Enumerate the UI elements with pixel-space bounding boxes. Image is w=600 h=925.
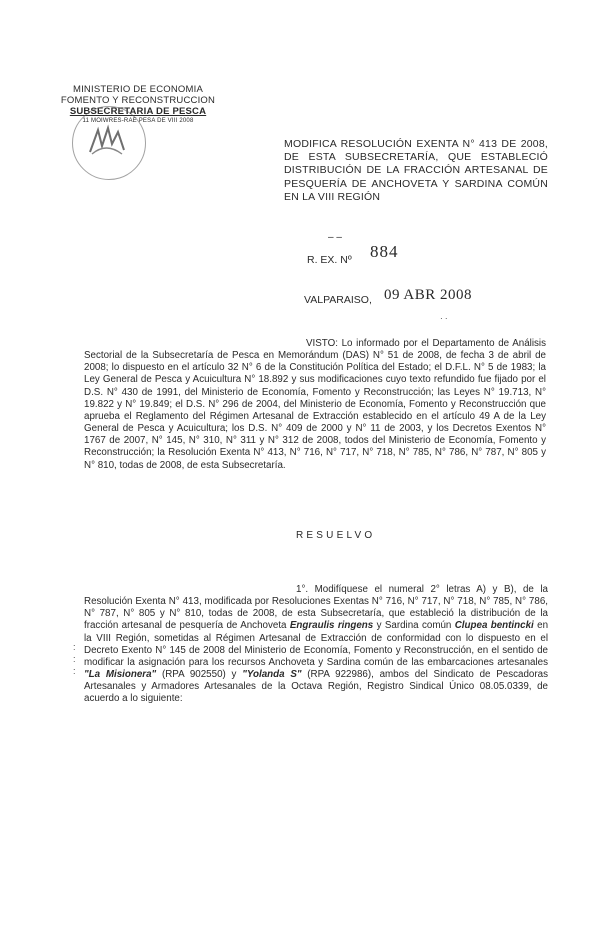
article-1-text-5: (RPA 922986), ambos del Sindicato de Pescadoras Artesanales y Armadores Artesanales de la Octava Región, Registro Sindical Único 08.05.0339, de acuerdo a lo siguiente: xyxy=(84,669,548,705)
article-1-paragraph xyxy=(84,584,548,706)
signature-scribble-icon xyxy=(88,124,126,158)
margin-mark: : xyxy=(73,666,76,676)
ministry-line-1: MINISTERIO DE ECONOMIA xyxy=(72,84,204,95)
margin-mark: : xyxy=(73,654,76,664)
subsecretaria-line: SUBSECRETARIA DE PESCA xyxy=(69,106,207,117)
article-1-text-1: 1°. Modifíquese el numeral 2° letras A) y B), de la Resolución Exenta N° 413, modificada por Resoluciones Exentas N° 716, N° 717, N° 718, N° 785, N° 786, N° 787, N° 805 y N° 810, todas de 2008, de esta Subsecretaría, que estableció la distribución de la fracción artesanal de pesquería de Anchoveta xyxy=(84,584,548,632)
species-clupea: Clupea bentincki xyxy=(454,620,534,632)
article-1-text-3: en la VIII Región, sometidas al Régimen Artesanal de Extracción de conformidad con lo dispuesto en el Decreto Exento N° 145 de 2008 del Ministerio de Economía, Fomento y Reconstrucción, en el sentido de modificar la asignación para los recursos Anchoveta y Sardina común de las embarcaciones artesanales xyxy=(84,620,549,668)
resolution-label: R. EX. Nº xyxy=(307,254,352,266)
resolution-title: MODIFICA RESOLUCIÓN EXENTA N° 413 DE 2008, DE ESTA SUBSECRETARÍA, QUE ESTABLECIÓ DISTRIBUCIÓN DE LA FRACCIÓN ARTESANAL DE PESQUERÍA DE ANCHOVETA Y SARDINA COMÚN EN LA VIII REGIÓN xyxy=(284,138,548,203)
stamp-text: 11 MOIWRES-RAE PESA DE VIII 2008 xyxy=(82,118,194,124)
dash-mark: – – xyxy=(328,232,342,243)
resolution-number: 884 xyxy=(370,242,399,261)
article-1-text-4: (RPA 902550) y xyxy=(156,669,243,681)
species-engraulis: Engraulis ringens xyxy=(289,620,374,632)
small-mark: · · xyxy=(440,314,448,323)
vessel-yolanda-s: "Yolanda S" xyxy=(242,669,302,681)
article-1-text-2: y Sardina común xyxy=(373,620,455,632)
resuelvo-heading: RESUELVO xyxy=(296,530,376,541)
ministry-line-2: FOMENTO Y RECONSTRUCCION xyxy=(60,95,216,106)
city-label: VALPARAISO, xyxy=(304,294,372,306)
margin-mark: : xyxy=(73,642,76,652)
vessel-la-misionera: "La Misionera" xyxy=(84,669,157,681)
visto-paragraph: VISTO: Lo informado por el Departamento de Análisis Sectorial de la Subsecretaría de Pesca en Memorándum (DAS) N° 51 de 2008, de fecha 3 de abril de 2008; lo dispuesto en el artículo 32 N° 6 de la Constitución Política del Estado; el D.F.L. N° 5 de 1983; la Ley General de Pesca y Acuicultura N° 18.892 y sus modificaciones cuyo texto refundido fue fijado por el D.S. N° 430 de 1991, del Ministerio de Economía, Fomento y Reconstrucción; las Leyes N° 19.713, N° 19.822 y N° 19.849; el D.S. N° 296 de 2004, del Ministerio de Economía, Fomento y Reconstrucción que aprueba el Reglamento del Régimen Artesanal de Extracción establecido en el artículo 49 A de la Ley General de Pesca y Acuicultura; los D.S. N° 409 de 2000 y N° 11 de 2003, y los Decretos Exentos N° 1767 de 2007, N° 145, N° 310, N° 311 y N° 312 de 2008, todos del Ministerio de Economía, Fomento y Reconstrucción; la Resolución Exenta N° 413, N° 716, N° 717, N° 718, N° 785, N° 786, N° 787, N° 805 y N° 810, todas de 2008, de esta Subsecretaría. xyxy=(84,338,546,471)
date-stamp: 09 ABR 2008 xyxy=(384,287,473,303)
